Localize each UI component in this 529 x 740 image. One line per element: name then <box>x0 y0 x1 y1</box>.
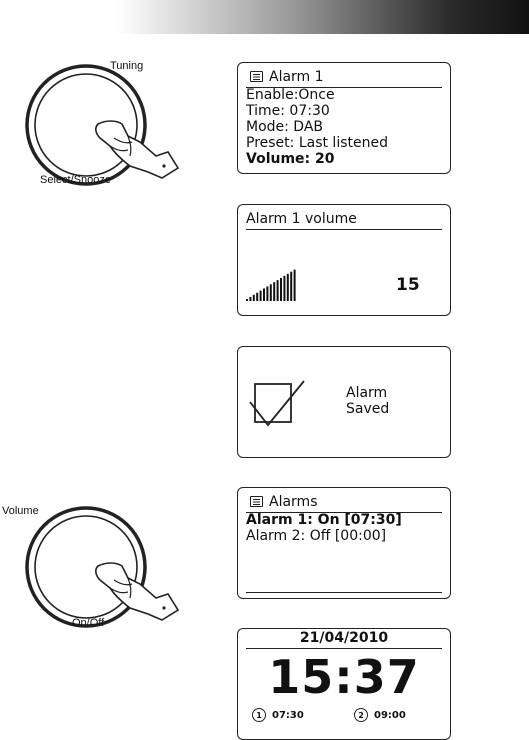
alarm1-mode-line: Mode: DAB <box>246 119 324 135</box>
alarm-1-time: 07:30 <box>272 710 304 721</box>
menu-icon <box>250 71 263 82</box>
volume-bar <box>253 295 255 301</box>
volume-level-bars <box>246 267 306 303</box>
clock-time: 15:37 <box>268 650 420 704</box>
alarm-volume-title: Alarm 1 volume <box>246 209 442 230</box>
volume-bar <box>273 282 275 301</box>
alarm1-settings-title <box>246 67 442 88</box>
alarm-saved-line1: Alarm <box>346 385 388 401</box>
volume-bar <box>277 280 279 301</box>
volume-bar <box>263 289 265 302</box>
header-gradient-bar <box>0 0 529 34</box>
alarm1-preset-line: Preset: Last listened <box>246 135 388 151</box>
alarm-saved-line2: Saved <box>346 401 390 417</box>
volume-bar <box>266 286 268 301</box>
screen-bottom-rule <box>246 592 442 593</box>
volume-label: Volume <box>2 505 39 517</box>
alarm-volume-screen <box>237 204 451 316</box>
volume-bar <box>290 272 292 301</box>
volume-knob-outer <box>27 508 145 626</box>
alarm1-title-text: Alarm 1 <box>269 69 324 85</box>
alarms-title-text: Alarms <box>269 494 318 510</box>
tuning-label: Tuning <box>110 60 144 72</box>
volume-bar <box>246 299 248 301</box>
checkmark-icon <box>248 377 308 433</box>
alarm-2-clock-icon: 2 <box>354 708 368 722</box>
on-off-label: On/Off <box>72 617 105 629</box>
volume-bar <box>260 291 262 301</box>
volume-knob-illustration <box>10 502 200 632</box>
volume-bar <box>249 297 251 301</box>
clock-date: 21/04/2010 <box>299 630 389 646</box>
alarm1-volume-line: Volume: 20 <box>246 151 335 167</box>
volume-bar <box>256 293 258 301</box>
volume-bar <box>283 276 285 301</box>
volume-bar <box>294 270 296 301</box>
alarm-volume-value: 15 <box>396 275 420 295</box>
alarms-list-title <box>246 492 442 513</box>
alarm1-settings-screen <box>237 62 451 174</box>
tuning-knob-illustration <box>10 60 200 190</box>
menu-icon <box>250 496 263 507</box>
alarm1-enable-line: Enable:Once <box>246 87 335 103</box>
tuning-knob-outer <box>27 66 145 184</box>
volume-bar <box>270 284 272 301</box>
volume-bar <box>280 278 282 301</box>
volume-bar <box>287 274 289 301</box>
alarm-saved-screen <box>237 346 451 458</box>
select-snooze-label: Select/Snooze <box>40 174 111 186</box>
alarm1-time-line: Time: 07:30 <box>246 103 330 119</box>
alarm-1-clock-icon: 1 <box>252 708 266 722</box>
alarm-2-time: 09:00 <box>374 710 406 721</box>
alarm-2-list-item: Alarm 2: Off [00:00] <box>246 528 387 544</box>
alarm-1-list-item: Alarm 1: On [07:30] <box>246 512 402 528</box>
clock-screen <box>237 628 451 740</box>
alarms-list-screen <box>237 487 451 599</box>
